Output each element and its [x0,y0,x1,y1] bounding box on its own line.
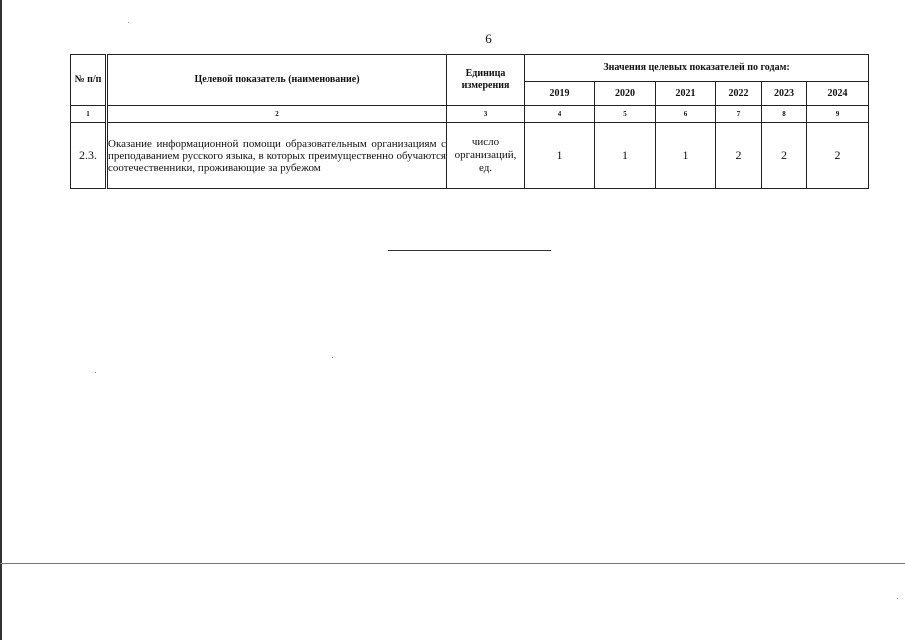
header-num: № п/п [71,55,107,106]
row-value-2019: 1 [525,123,595,189]
closing-rule-line [388,250,551,251]
column-number: 8 [762,106,807,123]
column-number: 4 [525,106,595,123]
scan-speck [897,598,898,599]
row-value-2022: 2 [716,123,762,189]
column-number: 3 [447,106,525,123]
row-num: 2.3. [71,123,107,189]
column-numbers-row [71,106,869,123]
row-value-2020: 1 [595,123,656,189]
header-year-2019: 2019 [525,82,595,106]
row-unit: число организаций, ед. [447,123,525,189]
row-value-2023: 2 [762,123,807,189]
column-number: 5 [595,106,656,123]
row-value-2021: 1 [656,123,716,189]
column-number: 7 [716,106,762,123]
header-unit: Единица измерения [447,55,525,106]
column-number: 2 [107,106,447,123]
page-number: 6 [485,31,492,46]
target-indicators-table [70,54,869,189]
column-number: 1 [71,106,107,123]
scan-speck [95,372,96,373]
header-year-2021: 2021 [656,82,716,106]
header-values-group: Значения целевых показателей по годам: [525,55,869,82]
column-number: 9 [807,106,869,123]
header-year-2024: 2024 [807,82,869,106]
scan-left-edge [0,0,2,640]
header-year-2022: 2022 [716,82,762,106]
header-year-2023: 2023 [762,82,807,106]
row-indicator-name: Оказание информационной помощи образовательным организациям с преподаванием русского языка, в которых преимущественно обучаются соотечественники, проживающие за рубежом [107,123,447,189]
scan-speck [332,357,333,358]
scan-bottom-edge-line [0,563,905,564]
header-name: Целевой показатель (наименование) [107,55,447,106]
header-year-2020: 2020 [595,82,656,106]
scan-speck [128,22,129,23]
table-row [71,123,869,189]
column-number: 6 [656,106,716,123]
row-value-2024: 2 [807,123,869,189]
